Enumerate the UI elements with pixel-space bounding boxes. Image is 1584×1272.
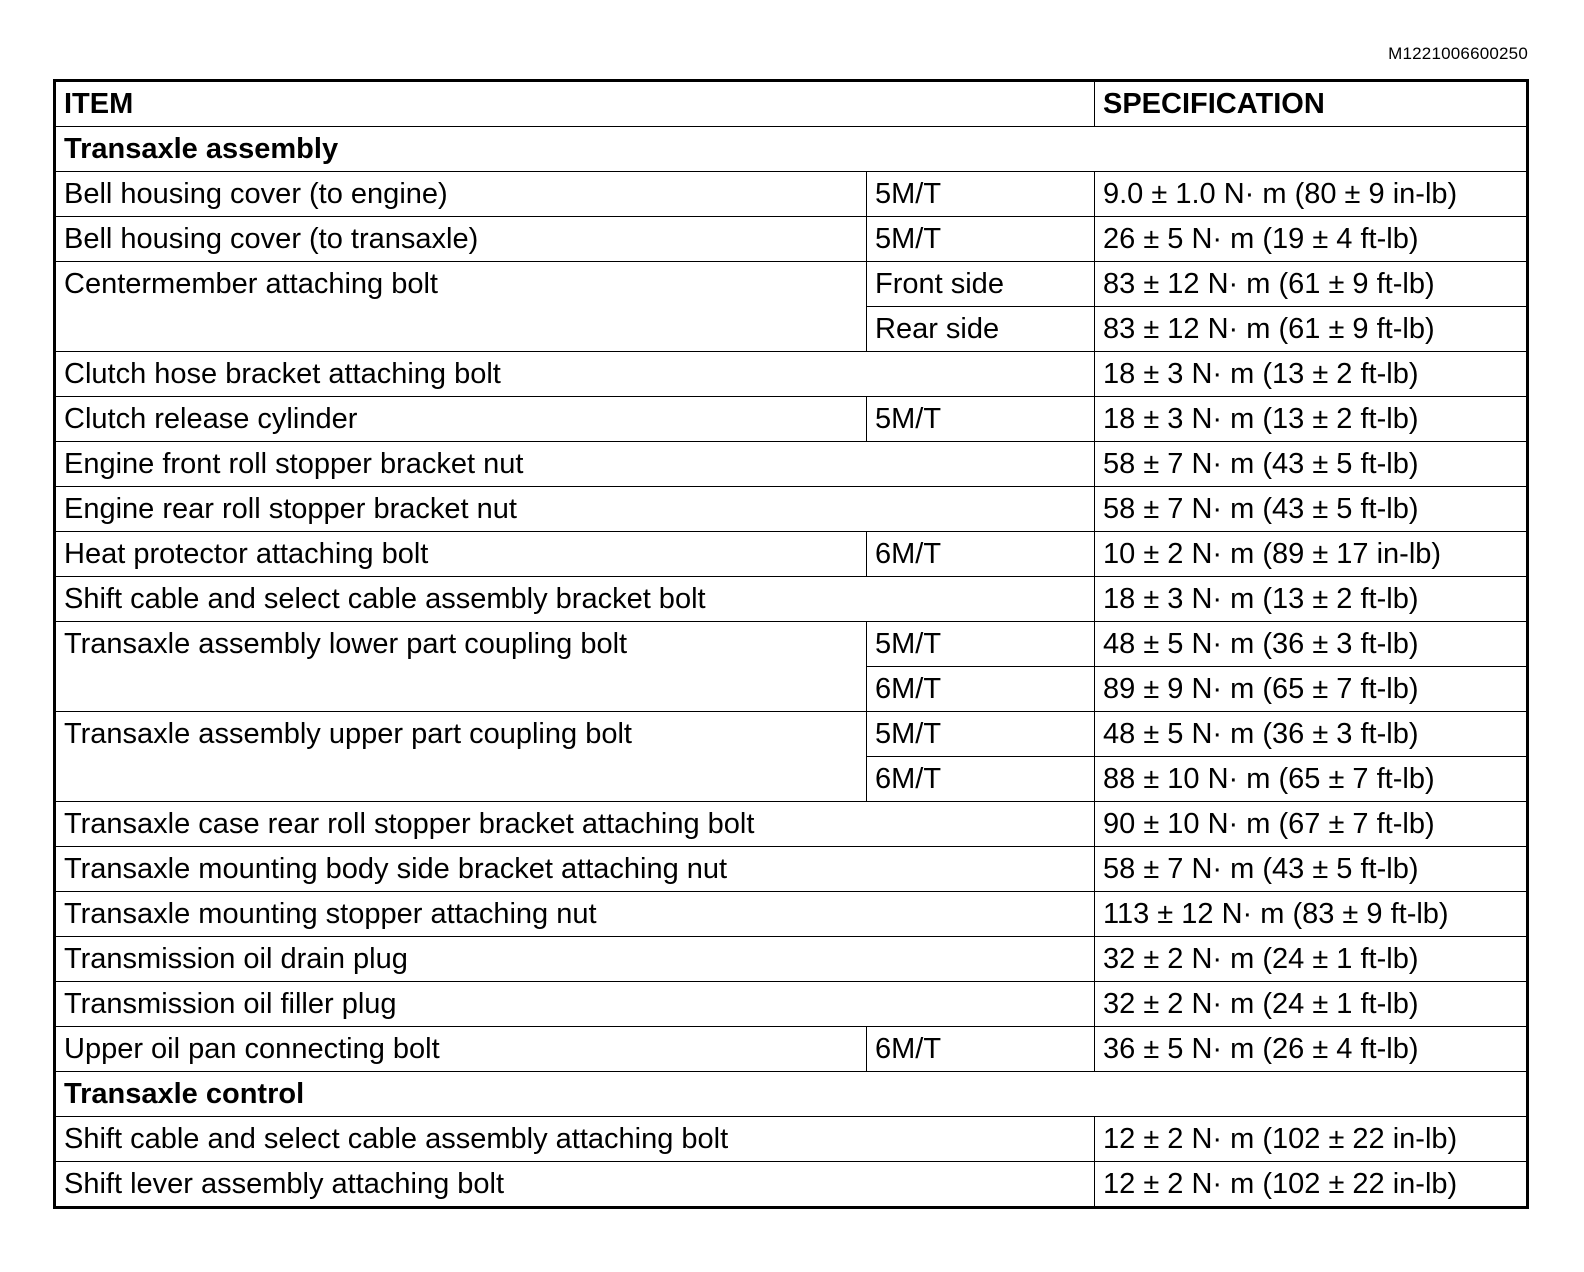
table-row — [55, 1162, 1528, 1208]
spec-cell: 12 ± 2 N· m (102 ± 22 in-lb) — [1095, 1117, 1528, 1162]
table-row — [55, 1117, 1528, 1162]
table-row — [55, 937, 1528, 982]
spec-cell: 48 ± 5 N· m (36 ± 3 ft-lb) — [1095, 622, 1528, 667]
item-cell: Transmission oil filler plug — [55, 982, 1095, 1027]
specification-column-header: SPECIFICATION — [1095, 81, 1528, 127]
spec-cell: 18 ± 3 N· m (13 ± 2 ft-lb) — [1095, 352, 1528, 397]
table-row — [55, 802, 1528, 847]
item-cell: Transmission oil drain plug — [55, 937, 1095, 982]
variant-cell: 5M/T — [867, 397, 1095, 442]
variant-cell: 6M/T — [867, 757, 1095, 802]
section-title-transaxle-control: Transaxle control — [55, 1072, 1528, 1117]
spec-cell: 9.0 ± 1.0 N· m (80 ± 9 in-lb) — [1095, 172, 1528, 217]
variant-cell: 5M/T — [867, 712, 1095, 757]
variant-cell: 5M/T — [867, 172, 1095, 217]
section-row — [55, 1072, 1528, 1117]
item-cell: Transaxle mounting body side bracket attaching nut — [55, 847, 1095, 892]
table-row — [55, 352, 1528, 397]
variant-cell: 5M/T — [867, 217, 1095, 262]
variant-cell: 6M/T — [867, 532, 1095, 577]
table-row — [55, 262, 1528, 307]
item-cell: Shift lever assembly attaching bolt — [55, 1162, 1095, 1208]
spec-cell: 113 ± 12 N· m (83 ± 9 ft-lb) — [1095, 892, 1528, 937]
document-code: M1221006600250 — [1388, 44, 1528, 63]
table-row — [55, 577, 1528, 622]
spec-cell: 58 ± 7 N· m (43 ± 5 ft-lb) — [1095, 442, 1528, 487]
table-header-row — [55, 81, 1528, 127]
spec-cell: 88 ± 10 N· m (65 ± 7 ft-lb) — [1095, 757, 1528, 802]
item-cell: Bell housing cover (to engine) — [55, 172, 867, 217]
item-cell: Engine rear roll stopper bracket nut — [55, 487, 1095, 532]
table-row — [55, 892, 1528, 937]
spec-cell: 36 ± 5 N· m (26 ± 4 ft-lb) — [1095, 1027, 1528, 1072]
table-row — [55, 487, 1528, 532]
table-row — [55, 1027, 1528, 1072]
table-row — [55, 982, 1528, 1027]
variant-cell: 6M/T — [867, 667, 1095, 712]
item-cell: Clutch hose bracket attaching bolt — [55, 352, 1095, 397]
item-cell: Bell housing cover (to transaxle) — [55, 217, 867, 262]
item-cell: Upper oil pan connecting bolt — [55, 1027, 867, 1072]
table-row — [55, 172, 1528, 217]
item-cell: Shift cable and select cable assembly attaching bolt — [55, 1117, 1095, 1162]
table-row — [55, 532, 1528, 577]
spec-cell: 58 ± 7 N· m (43 ± 5 ft-lb) — [1095, 487, 1528, 532]
spec-cell: 18 ± 3 N· m (13 ± 2 ft-lb) — [1095, 397, 1528, 442]
item-cell: Heat protector attaching bolt — [55, 532, 867, 577]
variant-cell: 5M/T — [867, 622, 1095, 667]
item-cell: Transaxle mounting stopper attaching nut — [55, 892, 1095, 937]
spec-cell: 12 ± 2 N· m (102 ± 22 in-lb) — [1095, 1162, 1528, 1208]
item-cell: Shift cable and select cable assembly bracket bolt — [55, 577, 1095, 622]
spec-cell: 26 ± 5 N· m (19 ± 4 ft-lb) — [1095, 217, 1528, 262]
spec-cell: 83 ± 12 N· m (61 ± 9 ft-lb) — [1095, 307, 1528, 352]
item-cell: Clutch release cylinder — [55, 397, 867, 442]
item-cell: Centermember attaching bolt — [55, 262, 867, 352]
item-cell: Transaxle assembly lower part coupling bolt — [55, 622, 867, 712]
table-row — [55, 217, 1528, 262]
torque-specification-table — [53, 79, 1529, 1209]
spec-cell: 58 ± 7 N· m (43 ± 5 ft-lb) — [1095, 847, 1528, 892]
item-column-header: ITEM — [55, 81, 1095, 127]
spec-cell: 48 ± 5 N· m (36 ± 3 ft-lb) — [1095, 712, 1528, 757]
item-cell: Engine front roll stopper bracket nut — [55, 442, 1095, 487]
table-row — [55, 712, 1528, 757]
table-row — [55, 442, 1528, 487]
spec-cell: 18 ± 3 N· m (13 ± 2 ft-lb) — [1095, 577, 1528, 622]
variant-cell: Front side — [867, 262, 1095, 307]
section-title-transaxle-assembly: Transaxle assembly — [55, 127, 1528, 172]
table-row — [55, 397, 1528, 442]
item-cell: Transaxle assembly upper part coupling bolt — [55, 712, 867, 802]
item-cell: Transaxle case rear roll stopper bracket attaching bolt — [55, 802, 1095, 847]
table-row — [55, 622, 1528, 667]
spec-cell: 90 ± 10 N· m (67 ± 7 ft-lb) — [1095, 802, 1528, 847]
table-row — [55, 847, 1528, 892]
spec-cell: 89 ± 9 N· m (65 ± 7 ft-lb) — [1095, 667, 1528, 712]
spec-cell: 32 ± 2 N· m (24 ± 1 ft-lb) — [1095, 937, 1528, 982]
variant-cell: Rear side — [867, 307, 1095, 352]
spec-cell: 32 ± 2 N· m (24 ± 1 ft-lb) — [1095, 982, 1528, 1027]
section-row — [55, 127, 1528, 172]
spec-cell: 10 ± 2 N· m (89 ± 17 in-lb) — [1095, 532, 1528, 577]
variant-cell: 6M/T — [867, 1027, 1095, 1072]
spec-cell: 83 ± 12 N· m (61 ± 9 ft-lb) — [1095, 262, 1528, 307]
